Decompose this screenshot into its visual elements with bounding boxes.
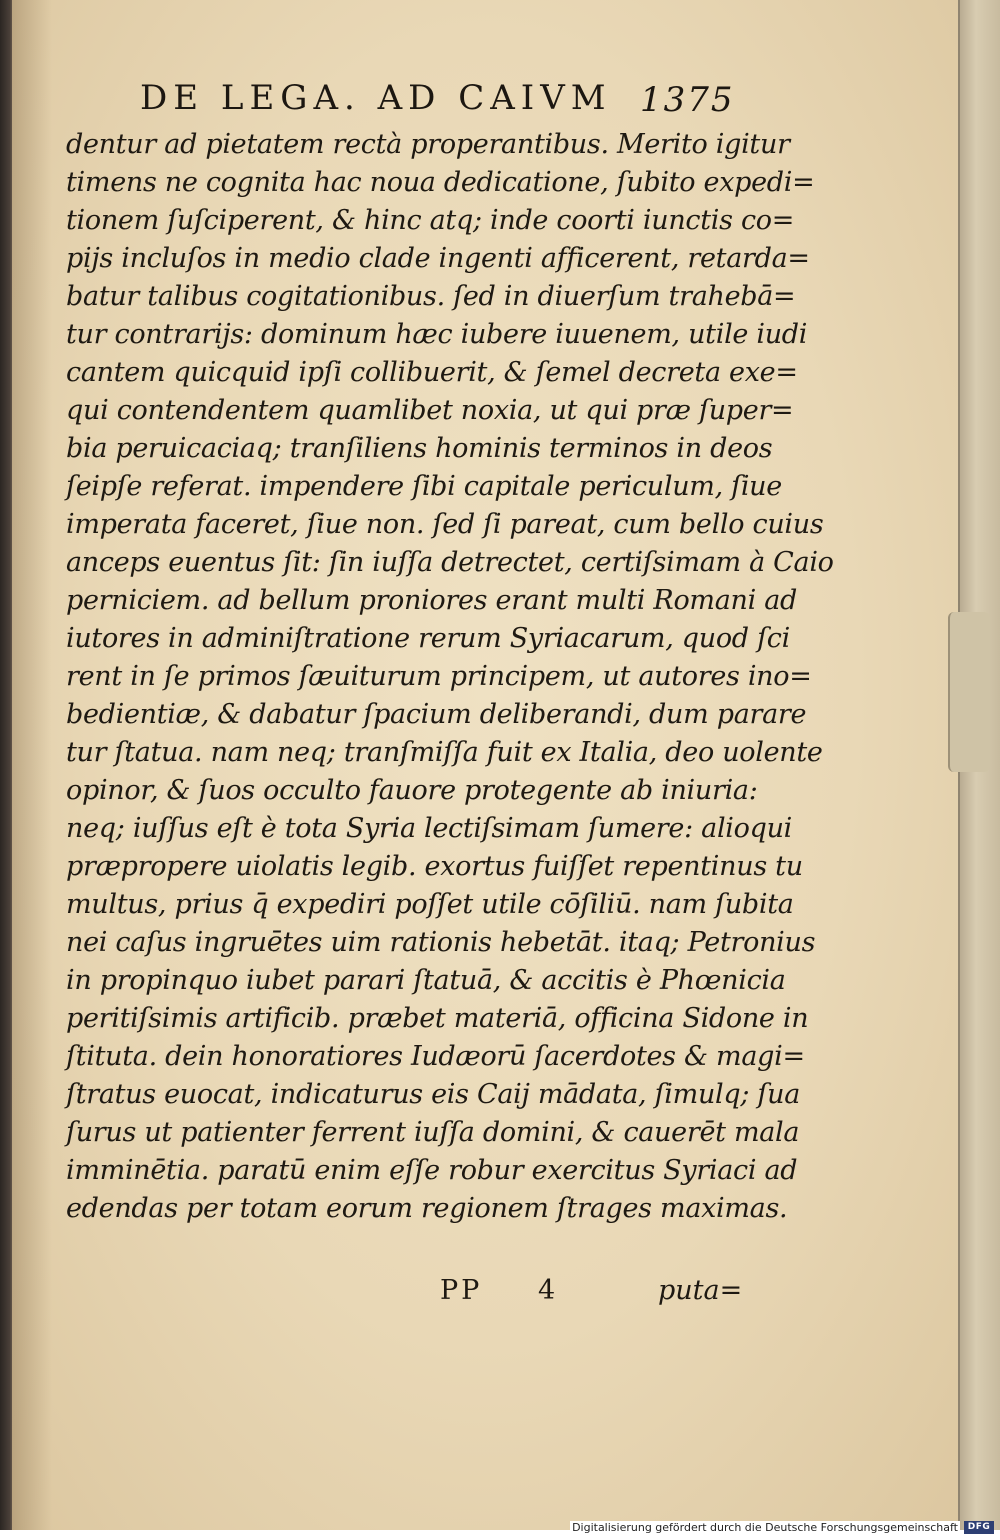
text-line: bedientiæ, & dabatur ſpacium deliberandi, dum parare	[66, 699, 807, 730]
text-line: nei caſus ingruētes uim rationis hebetāt. itaq; Petronius	[66, 927, 816, 958]
text-line: ſtituta. dein honoratiores Iudæorū ſacerdotes & magi=	[66, 1041, 805, 1072]
text-line: perniciem. ad bellum proniores erant multi Romani ad	[66, 585, 797, 616]
text-line: ſtratus euocat, indicaturus eis Caij mādata, ſimulq; ſua	[66, 1079, 801, 1110]
text-line: batur talibus cogitationibus. ſed in diuerſum trahebā=	[66, 281, 796, 312]
text-line: tur ſtatua. nam neq; tranſmiſſa fuit ex Italia, deo uolente	[66, 737, 823, 768]
text-line: in propinquo iubet parari ſtatuā, & accitis è Phœnicia	[66, 965, 786, 996]
text-line: opinor, & ſuos occulto fauore protegente ab iniuria:	[66, 775, 758, 806]
page-tab	[948, 612, 990, 772]
text-line: multus, prius q̄ expediri poſſet utile cōſiliū. nam ſubita	[66, 889, 794, 920]
page-number: 1375	[640, 80, 735, 120]
text-line: neq; iuſſus eſt è tota Syria lectiſsimam ſumere: alioqui	[66, 813, 792, 844]
text-line: imminētia. paratū enim eſſe robur exercitus Syriaci ad	[66, 1155, 798, 1186]
text-line: dentur ad pietatem rectà properantibus. Merito igitur	[66, 129, 790, 160]
text-line: bia peruicaciaq; tranſiliens hominis terminos in deos	[66, 433, 773, 464]
text-line: timens ne cognita hac noua dedicatione, ſubito expedi=	[66, 167, 815, 198]
text-line: peritiſsimis artificib. præbet materiā, officina Sidone in	[66, 1003, 809, 1034]
text-line: præpropere uiolatis legib. exortus fuiſſet repentinus tu	[66, 851, 803, 882]
text-line: tionem ſuſciperent, & hinc atq; inde coorti iunctis co=	[66, 205, 795, 236]
text-line: imperata faceret, ſiue non. ſed ſi pareat, cum bello cuius	[66, 509, 824, 540]
signature-mark: PP	[440, 1275, 483, 1306]
catchword: puta=	[658, 1275, 743, 1306]
text-line: tur contrarijs: dominum hæc iubere iuuenem, utile iudi	[66, 319, 808, 350]
text-line: anceps euentus ſit: ſin iuſſa detrectet, certiſsimam à Caio	[66, 547, 834, 578]
text-line: ſurus ut patienter ferrent iuſſa domini, & cauerēt mala	[66, 1117, 800, 1148]
text-line: iutores in adminiſtratione rerum Syriacarum, quod ſci	[66, 623, 790, 654]
text-line: qui contendentem quamlibet noxia, ut qui præ ſuper=	[66, 395, 794, 426]
running-header	[140, 78, 780, 124]
text-line: ſeipſe referat. impendere ſibi capitale periculum, ſiue	[66, 471, 782, 502]
text-line: pijs incluſos in medio clade ingenti afficerent, retarda=	[66, 243, 810, 274]
dfg-logo: DFG	[964, 1521, 994, 1534]
page-footer	[440, 1275, 743, 1315]
text-line: cantem quicquid ipſi collibuerit, & ſemel decreta exe=	[66, 357, 798, 388]
gutter-shadow	[12, 0, 52, 1530]
digitization-credit: Digitalisierung gefördert durch die Deutsche Forschungsgemeinschaft	[572, 1521, 958, 1534]
body-text	[66, 126, 834, 1228]
text-line: rent in ſe primos ſæuiturum principem, ut autores ino=	[66, 661, 812, 692]
text-line: edendas per totam eorum regionem ſtrages maximas.	[66, 1193, 788, 1224]
header-title: DE LEGA. AD CAIVM	[140, 78, 612, 118]
signature-number: 4	[538, 1275, 556, 1306]
